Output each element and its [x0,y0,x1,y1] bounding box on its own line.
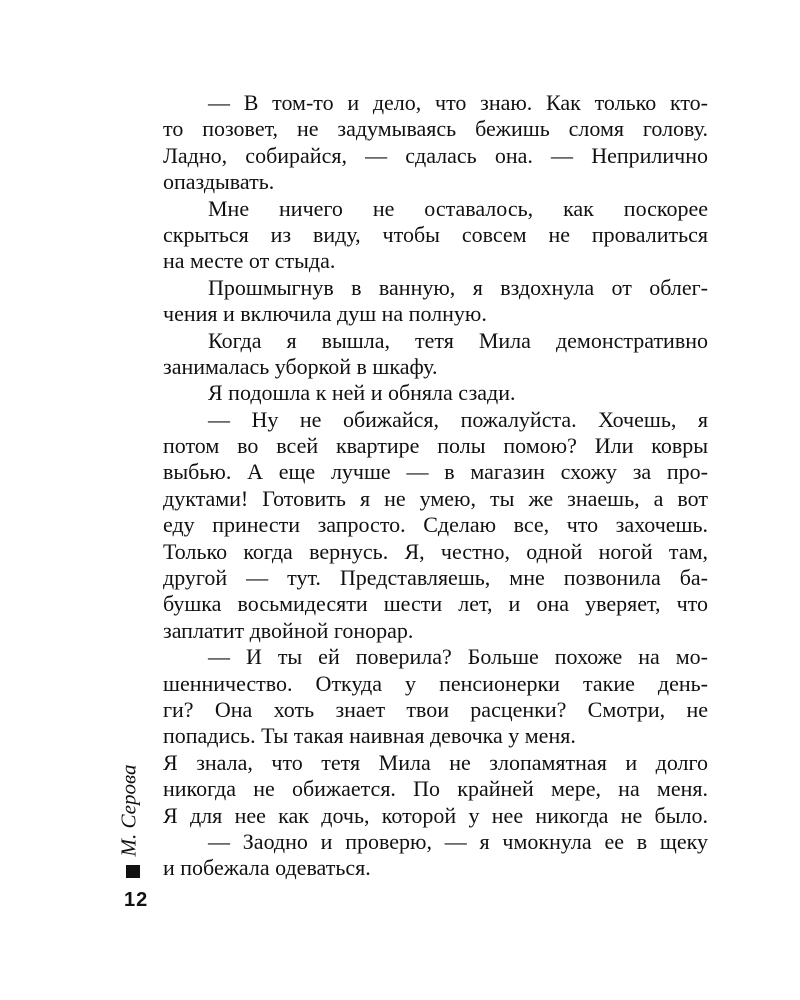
text-line: Я знала, что тетя Мила не злопамятная и долго [163,749,708,775]
text-line: Когда я вышла, тетя Мила демонстративно [208,327,708,353]
text-line: опаздывать. [163,169,275,195]
text-line: Я для нее как дочь, которой у нее никогда не было. [163,802,708,828]
text-line: попадись. Ты такая наивная девочка у меня. [163,723,576,749]
page-number: 12 [124,889,149,911]
text-line: — И ты ей поверила? Больше похоже на мо- [208,644,708,670]
text-line: бушка восьмидесяти шести лет, и она уверяет, что [163,591,708,617]
text-line: заплатит двойной гонорар. [163,617,414,643]
text-line: чения и включила душ на полную. [163,301,487,327]
body-text [163,90,708,882]
running-head-author [114,764,144,856]
text-line: никогда не обижается. По крайней мере, на меня. [163,776,708,802]
text-line: — Ну не обижайся, пожалуйста. Хочешь, я [208,406,708,432]
text-line: скрыться из виду, чтобы совсем не провалиться [163,221,708,247]
square-marker [126,865,140,878]
text-line: — В том-то и дело, что знаю. Как только кто- [208,90,708,115]
text-line: еду принести запросто. Сделаю все, что захочешь. [163,512,708,538]
text-line: Прошмыгнув в ванную, я вздохнула от облег- [208,274,708,300]
text-line: потом во всей квартире полы помою? Или ковры [163,433,708,459]
text-line: дуктами! Готовить я не умею, ты же знаешь, а вот [163,485,708,511]
text-line: ги? Она хоть знает твои расценки? Смотри, не [163,696,708,722]
text-line: выбью. А еще лучше — в магазин схожу за про- [163,459,708,485]
text-line: Только когда вернусь. Я, честно, одной ногой там, [163,538,708,564]
text-line: другой — тут. Представляешь, мне позвонила ба- [163,565,708,591]
text-line: и побежала одеваться. [163,855,371,881]
text-line: то позовет, не задумываясь бежишь сломя голову. [163,116,708,142]
text-line: на месте от стыда. [163,248,336,274]
text-line: Ладно, собирайся, — сдалась она. — Неприлично [163,142,708,168]
text-line: шенничество. Откуда у пенсионерки такие день- [163,670,708,696]
text-line: — Заодно и проверю, — я чмокнула ее в щеку [208,828,708,854]
text-line: Мне ничего не оставалось, как поскорее [208,195,708,221]
author-name: М. Серова [116,764,141,856]
text-line: Я подошла к ней и обняла сзади. [208,380,516,406]
text-line: занималась уборкой в шкафу. [163,353,438,379]
